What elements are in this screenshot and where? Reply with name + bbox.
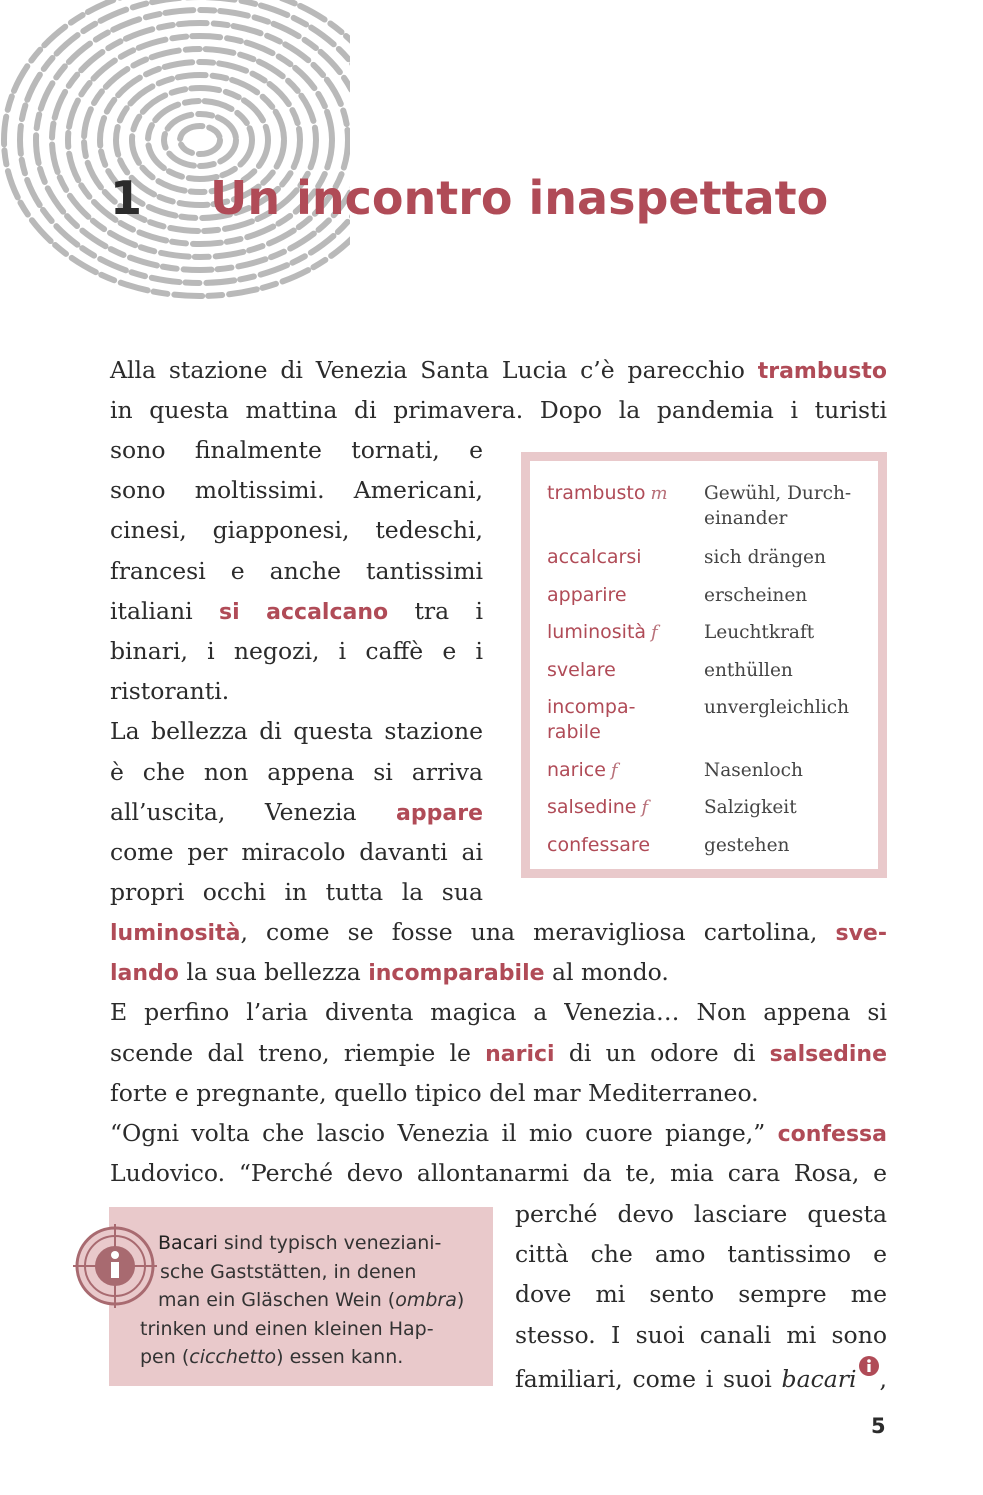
keyword-confessa: confessa — [777, 1121, 887, 1147]
vocab-translation: gestehen — [704, 835, 790, 856]
text-line: città che amo tantissimo e — [515, 1240, 887, 1269]
text-line: lando la sua bellezza incomparabile al mondo. — [110, 958, 669, 987]
vocab-term: narice f — [547, 759, 618, 781]
vocab-term: trambusto m — [547, 482, 668, 504]
chapter-number: 1 — [110, 171, 143, 225]
info-icon — [73, 1224, 157, 1308]
keyword-svelando-1: sve- — [835, 921, 887, 946]
vocab-term: salsedine f — [547, 796, 649, 818]
text-line: “Ogni volta che lascio Venezia il mio cuore piange,” confessa — [110, 1118, 887, 1147]
text-line: sche Gaststätten, in denen — [160, 1260, 417, 1283]
vocab-translation: Nasenloch — [704, 760, 803, 781]
vocab-translation: unvergleichlich — [704, 697, 850, 718]
text-line: ristoranti. — [110, 677, 230, 706]
text-line: in questa mattina di primavera. Dopo la pandemia i turisti — [110, 396, 887, 425]
chapter-title: Un incontro inaspettato — [210, 171, 829, 225]
text-line: perché devo lasciare questa — [515, 1200, 887, 1228]
text-line: Bacari sind typisch veneziani- — [158, 1232, 442, 1254]
text-line: sono moltissimi. Americani, — [110, 476, 483, 505]
text-line: pen (cicchetto) essen kann. — [140, 1346, 404, 1368]
text-line: è che non appena si arriva — [110, 757, 483, 786]
keyword-salsedine: salsedine — [769, 1041, 887, 1067]
paragraph-1-narrow — [110, 430, 483, 912]
text-line: man ein Gläschen Wein (ombra) — [158, 1289, 465, 1311]
info-icon — [858, 1355, 880, 1377]
text-line: propri occhi in tutta la sua — [110, 878, 483, 907]
text-line: E perfino l’aria diventa magica a Venezia… Non appena si — [110, 998, 887, 1027]
keyword-narici: narici — [485, 1041, 555, 1067]
chapter-heading — [110, 168, 828, 228]
text-line: cinesi, giapponesi, tedeschi, — [110, 516, 483, 545]
vocab-term: luminosità f — [547, 621, 658, 643]
vocab-term: apparire — [547, 584, 627, 606]
vocab-term: incompa- rabile — [547, 696, 636, 743]
keyword-svelando-2: lando — [110, 961, 179, 987]
keyword-appare: appare — [396, 800, 483, 826]
vocab-term: accalcarsi — [547, 546, 642, 568]
keyword-incomparabile: incomparabile — [368, 961, 545, 987]
text-line: La bellezza di questa stazione — [110, 717, 483, 746]
vocab-translation: Gewühl, Durch- einander — [704, 483, 852, 529]
text-line: stesso. I suoi canali mi sono — [515, 1320, 887, 1349]
text-line: come per miracolo davanti ai — [110, 837, 483, 866]
vocab-term: svelare — [547, 659, 616, 681]
text-line: forte e pregnante, quello tipico del mar Mediterraneo. — [110, 1078, 759, 1107]
text-line: sono finalmente tornati, e — [110, 436, 483, 464]
vocab-translation: enthüllen — [704, 660, 793, 681]
text-line: Alla stazione di Venezia Santa Lucia c’è parecchio trambusto — [110, 356, 887, 384]
fingerprint-graphic — [0, 0, 350, 310]
text-line: binari, i negozi, i caffè e i — [110, 636, 483, 665]
text-line: scende dal treno, riempie le narici di un odore di salsedine — [110, 1038, 887, 1067]
text-line: familiari, come i suoi bacari , — [515, 1355, 887, 1395]
paragraph-1-top — [110, 350, 887, 430]
text-line: all’uscita, Venezia appare — [110, 797, 483, 826]
vocabulary-box — [521, 452, 887, 878]
vocab-translation: erscheinen — [704, 585, 808, 606]
paragraph-2-3-4 — [110, 912, 887, 1193]
bacari-word: bacari — [781, 1364, 857, 1393]
vocab-translation: sich drängen — [704, 547, 826, 568]
text-line: dove mi sento sempre me — [515, 1280, 887, 1309]
vocab-translation: Leuchtkraft — [704, 622, 815, 643]
info-box-text — [140, 1229, 465, 1372]
vocab-term: confessare — [547, 834, 651, 856]
keyword-si-accalcano: si accalcano — [219, 599, 389, 625]
text-line: italiani si accalcano tra i — [110, 596, 483, 625]
paragraph-4-narrow — [515, 1194, 887, 1395]
page-number: 5 — [871, 1414, 886, 1438]
keyword-trambusto: trambusto — [757, 359, 887, 384]
text-line: trinken und einen kleinen Hap- — [140, 1317, 434, 1340]
keyword-luminosita: luminosità — [110, 921, 241, 946]
text-line: Ludovico. “Perché devo allontanarmi da te, mia cara Rosa, e — [110, 1159, 887, 1188]
text-line: luminosità, come se fosse una meravigliosa cartolina, sve- — [110, 918, 887, 946]
text-line: francesi e anche tantissimi — [110, 556, 483, 585]
vocab-translation: Salzigkeit — [704, 797, 797, 818]
